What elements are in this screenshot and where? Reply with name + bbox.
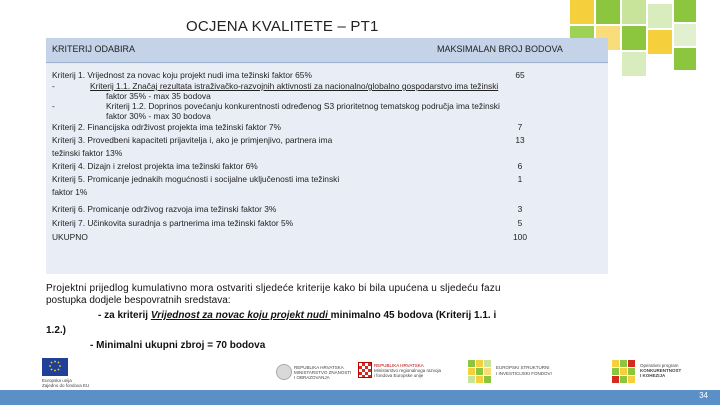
op-kik-icon	[612, 360, 636, 384]
mrr-label-3: i fondova Europske unije	[374, 373, 424, 378]
row-text: Kriterij 3. Provedbeni kapaciteti prijavitelja i, ako je primjenjivo, partnera ima	[52, 135, 333, 145]
mzo-logo-icon	[276, 364, 292, 380]
row-text: Kriterij 6. Promicanje održivog razvoja ima težinski faktor 3%	[52, 204, 277, 214]
mzo-label-3: I OBRAZOVANJA	[294, 375, 330, 380]
paragraph-line-4: 1.2.)	[46, 325, 67, 336]
deco-square-12	[674, 48, 696, 70]
op-label-2: KONKURENTNOST	[640, 368, 682, 373]
deco-square-3	[622, 0, 646, 24]
row-text: Kriterij 7. Učinkovita suradnja s partnerima ima težinski faktor 5%	[52, 218, 294, 228]
header-max-points: MAKSIMALAN BROJ BODOVA	[437, 44, 563, 54]
paragraph-line-1: Projektni prijedlog kumulativno mora ostvariti sljedeće kriterije kako bi bila upućena u sljedeću fazu	[46, 283, 501, 294]
bullet-dash: -	[52, 101, 55, 111]
op-label-3: I KOHEZIJA	[640, 373, 666, 378]
sub-criterion-1-2-max: faktor 30% - max 30 bodova	[106, 111, 211, 121]
row-text: Kriterij 1. Vrijednost za novac koju projekt nudi ima težinski faktor 65%	[52, 70, 312, 80]
sub-criterion-1-2: Kriterij 1.2. Doprinos povećanju konkurentnosti određenog S3 prioritetnog tematskog područja ima težinski	[106, 101, 500, 111]
mzo-label-1: REPUBLIKA HRVATSKA	[294, 365, 344, 370]
table-header	[46, 38, 608, 63]
row-value: 7	[517, 122, 523, 132]
paragraph-line-3	[98, 310, 496, 322]
deco-square-2	[596, 0, 620, 24]
row-value: 100	[513, 232, 527, 242]
deco-square-9	[648, 30, 672, 54]
deco-square-1	[570, 0, 594, 24]
row-text: Kriterij 2. Financijska održivost projekta ima težinski faktor 7%	[52, 122, 281, 132]
mrr-label-2: Ministarstvo regionalnoga razvoja	[374, 368, 442, 373]
row-text: Kriterij 4. Dizajn i zrelost projekta ima težinski faktor 6%	[52, 161, 258, 171]
eu-label-2: Zajedno do fondova EU	[42, 383, 90, 388]
deco-square-4	[648, 4, 672, 28]
row-text: UKUPNO	[52, 232, 88, 242]
criterion-name: Vrijednost za novac koju projekt nudi	[150, 310, 331, 321]
paragraph-line-2: postupka dodjele bespovratnih sredstava:	[46, 295, 231, 306]
op-label-1: Operativni program	[640, 363, 679, 368]
mrr-label-1: REPUBLIKA HRVATSKA	[374, 363, 424, 368]
deco-square-10	[674, 24, 696, 46]
bullet-dash: -	[52, 81, 55, 91]
row-value: 13	[515, 135, 525, 145]
esi-funds-icon	[468, 360, 492, 384]
mzo-label-2: MINISTARSTVO ZNANOSTI	[294, 370, 352, 375]
row-value: 6	[517, 161, 523, 171]
paragraph-line-5: - Minimalni ukupni zbroj = 70 bodova	[90, 340, 266, 351]
row-text: Kriterij 5. Promicanje jednakih mogućnosti i socijalne uključenosti ima težinski	[52, 174, 340, 184]
table-body	[46, 64, 608, 274]
row-value: 1	[517, 174, 523, 184]
row-value: 3	[517, 204, 523, 214]
sub-criterion-1-1: Kriterij 1.1. Značaj rezultata istraživačko-razvojnih aktivnosti za nacionalno/globalno gospodarstvo ima težinski	[90, 81, 499, 91]
header-criteria: KRITERIJ ODABIRA	[52, 44, 136, 54]
eu-label: Europska unija	[42, 378, 72, 383]
row-value: 65	[515, 70, 525, 80]
criteria-table	[46, 38, 608, 274]
row-value: 5	[517, 218, 523, 228]
deco-square-5	[674, 0, 696, 22]
slide-title: OCJENA KVALITETE – PT1	[186, 18, 379, 35]
row-text-cont: težinski faktor 13%	[52, 148, 123, 158]
row-text-cont: faktor 1%	[52, 187, 88, 197]
sub-criterion-1-1-max: faktor 35% - max 35 bodova	[106, 91, 211, 101]
page-number: 34	[699, 391, 708, 400]
criterion-prefix: - za kriterij	[98, 310, 151, 321]
bottom-stripe	[0, 390, 720, 405]
deco-square-11	[622, 52, 646, 76]
esi-label-1: EUROPSKI STRUKTURNI	[496, 365, 550, 370]
criterion-suffix: minimalno 45 bodova (Kriterij 1.1. i	[330, 310, 497, 321]
eu-flag-icon	[42, 358, 68, 376]
croatia-coat-of-arms-icon	[358, 362, 372, 378]
esi-label-2: I INVESTICIJSKI FONDOVI	[496, 371, 552, 376]
deco-square-8	[622, 26, 646, 50]
